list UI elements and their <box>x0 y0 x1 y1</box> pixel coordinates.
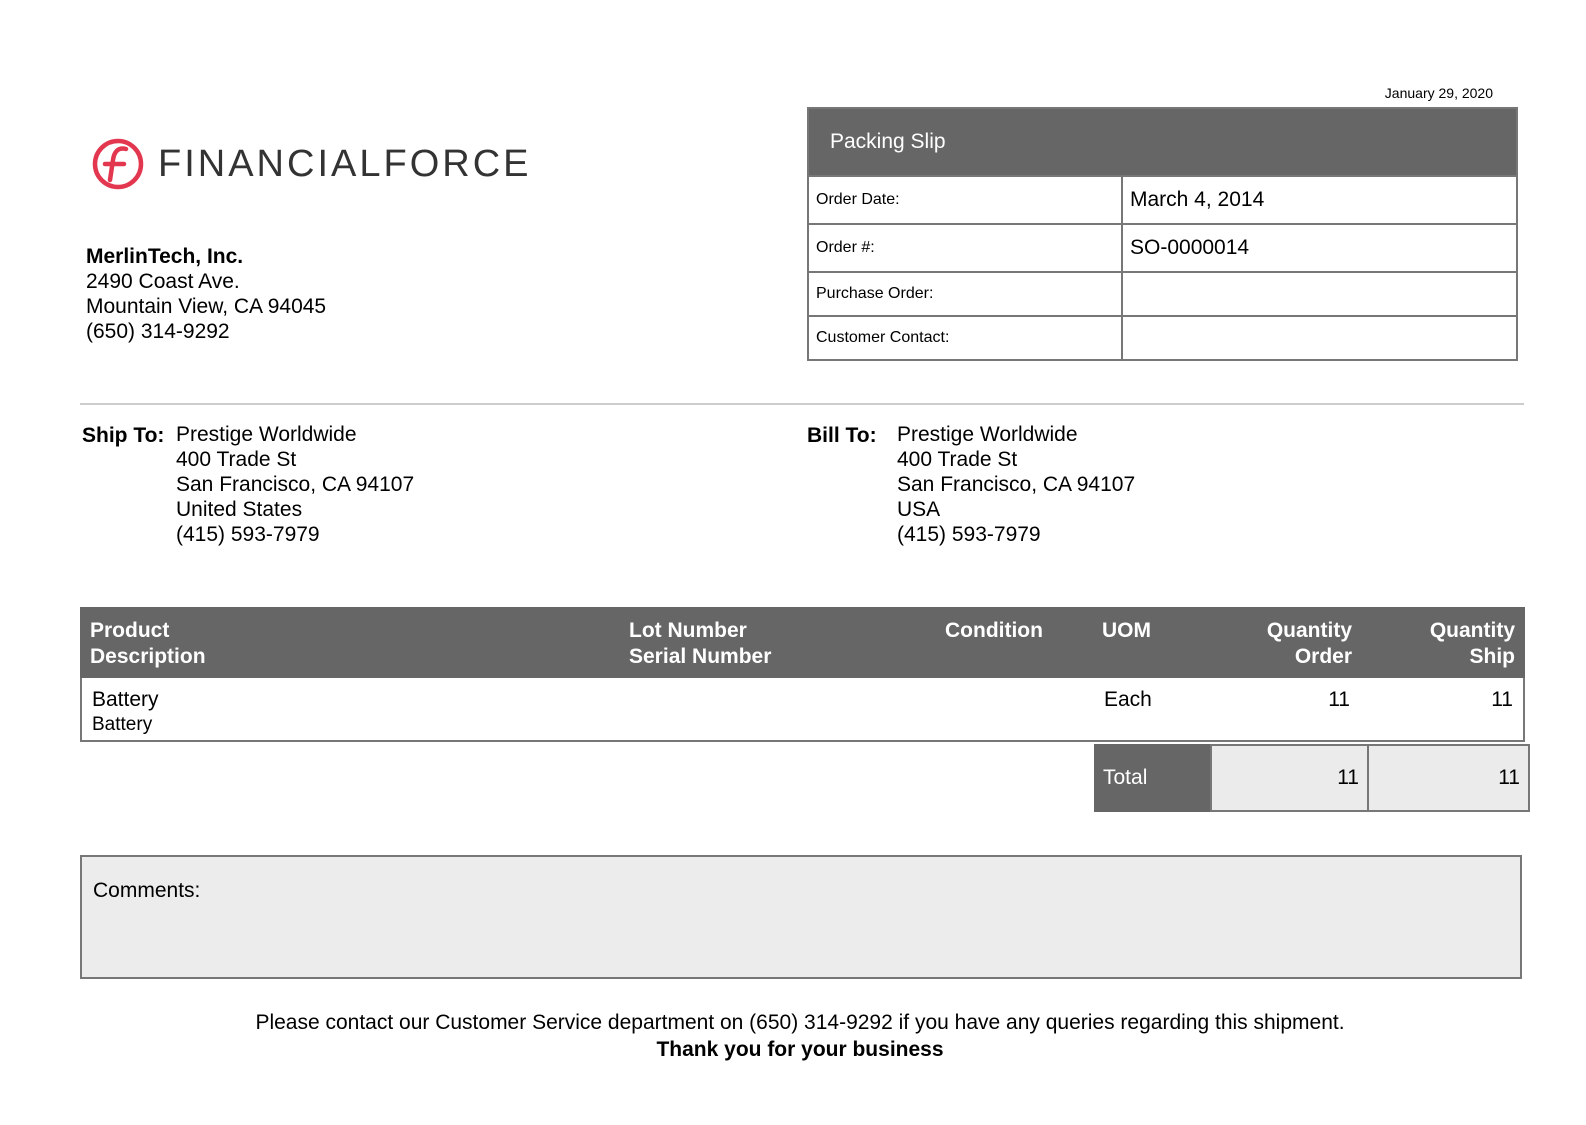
order-number-label: Order #: <box>809 225 1123 271</box>
header-lot-line1: Lot Number <box>629 619 747 642</box>
logo-wordmark: FINANCIALFORCE <box>158 142 532 185</box>
ship-to-line: Prestige Worldwide <box>176 423 357 446</box>
company-address <box>86 244 326 344</box>
row-uom: Each <box>1104 688 1152 711</box>
ship-to-line: United States <box>176 498 303 521</box>
ship-to-line: San Francisco, CA 94107 <box>176 473 415 496</box>
header-lot <box>629 618 771 670</box>
header-qty-order-line2: Order <box>1294 645 1352 668</box>
header-product-line1: Product <box>90 619 170 642</box>
header-qty-ship-line1: Quantity <box>1429 619 1515 642</box>
company-address-line2: Mountain View, CA 94045 <box>86 295 327 318</box>
ship-to-line: 400 Trade St <box>176 448 297 471</box>
purchase-order-row <box>809 271 1516 315</box>
row-description: Battery <box>92 714 153 735</box>
company-logo <box>90 136 531 192</box>
row-product: Battery <box>92 688 159 711</box>
bill-to-line: (415) 593-7979 <box>897 523 1041 546</box>
comments-box <box>80 855 1522 979</box>
header-qty-order-line1: Quantity <box>1266 619 1352 642</box>
financialforce-logo-icon <box>90 136 146 192</box>
bill-to-line: San Francisco, CA 94107 <box>897 473 1136 496</box>
header-lot-line2: Serial Number <box>629 645 772 668</box>
header-uom: UOM <box>1102 619 1151 642</box>
header-qty-ship-line2: Ship <box>1469 645 1515 668</box>
customer-contact-row <box>809 315 1516 359</box>
totals-row <box>1094 744 1530 812</box>
order-date-row <box>809 175 1516 223</box>
footer-contact: Please contact our Customer Service department on (650) 314-9292 if you have any queries regarding this shipment. <box>255 1011 1345 1034</box>
bill-to-line: USA <box>897 498 941 521</box>
ship-to-line: (415) 593-7979 <box>176 523 320 546</box>
bill-to-line: 400 Trade St <box>897 448 1018 471</box>
order-number-value: SO-0000014 <box>1130 236 1250 259</box>
bill-to-line: Prestige Worldwide <box>897 423 1078 446</box>
total-qty-order: 11 <box>1210 744 1369 812</box>
products-table <box>80 607 1525 742</box>
customer-contact-value <box>1123 317 1516 359</box>
bill-to-address <box>897 422 1135 547</box>
ship-to-address <box>176 422 414 547</box>
comments-label: Comments: <box>93 879 201 902</box>
order-date-value: March 4, 2014 <box>1130 188 1265 211</box>
section-divider <box>80 403 1524 405</box>
header-qty-order <box>1267 618 1352 670</box>
print-date: January 29, 2020 <box>1384 85 1493 101</box>
table-row <box>80 678 1525 742</box>
ship-to-label: Ship To: <box>82 424 165 447</box>
products-table-header <box>80 607 1525 678</box>
header-qty-ship <box>1430 618 1515 670</box>
total-qty-ship: 11 <box>1369 744 1530 812</box>
footer-thanks: Thank you for your business <box>656 1038 944 1061</box>
header-product-line2: Description <box>90 645 206 668</box>
row-qty-ship: 11 <box>1491 688 1513 711</box>
customer-contact-label: Customer Contact: <box>809 317 1123 359</box>
header-condition: Condition <box>945 619 1043 642</box>
bill-to-label: Bill To: <box>807 424 877 447</box>
header-product <box>90 618 206 670</box>
company-name: MerlinTech, Inc. <box>86 245 244 268</box>
order-number-row <box>809 223 1516 271</box>
company-phone: (650) 314-9292 <box>86 320 230 343</box>
packing-slip-title: Packing Slip <box>809 109 1516 175</box>
order-date-label: Order Date: <box>809 177 1123 223</box>
company-address-line1: 2490 Coast Ave. <box>86 270 240 293</box>
row-qty-order: 11 <box>1328 688 1350 711</box>
purchase-order-label: Purchase Order: <box>809 273 1123 315</box>
packing-slip-box <box>807 107 1518 361</box>
purchase-order-value <box>1123 273 1516 315</box>
total-label: Total <box>1094 744 1210 812</box>
